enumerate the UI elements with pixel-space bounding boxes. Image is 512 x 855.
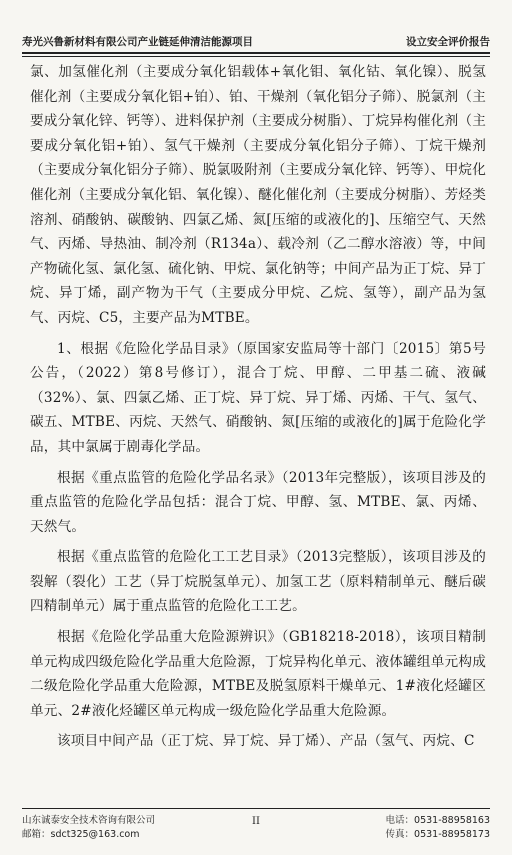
footer-rule — [22, 808, 490, 809]
paragraph-major-hazard-sources: 根据《危险化学品重大危险源辨识》（GB18218-2018），该项目精制单元构成四级危险化学品重大危险源，丁烷异构化单元、液体罐组单元构成二级危险化学品重大危险源，MTBE及脱氢原料干燥单元、1#液化烃罐区单元、2#液化烃罐区单元构成一级危险化学品重大危险源。 — [30, 629, 486, 719]
footer-email: 邮箱：sdct325@163.com — [22, 829, 140, 840]
footer-phone: 电话：0531-88958163 — [385, 815, 490, 826]
footer-company: 山东诚泰安全技术咨询有限公司 — [22, 815, 156, 826]
page-number: II — [252, 816, 260, 827]
footer-fax: 传真：0531-88958173 — [385, 829, 490, 840]
header-report-title: 设立安全评价报告 — [406, 36, 490, 48]
document-body — [30, 60, 486, 760]
paragraph-hazardous-chemicals: 1、根据《危险化学品目录》（原国家安监局等十部门〔2015〕第5号公告，（2022）第8号修订），混合丁烷、甲醇、二甲基二硫、液碱（32%）、氯、四氯乙烯、正丁烷、异丁烷、异丁烯、丙烯、干气、氢气、碳五、MTBE、丙烷、天然气、硝酸钠、氮[压缩的或液化的]属于危险化学品，其中氯属于剧毒化学品。 — [30, 340, 486, 455]
header-project-title: 寿光兴鲁新材料有限公司产业链延伸清洁能源项目 — [22, 36, 253, 48]
header-rule-thin — [22, 56, 490, 57]
page-footer — [22, 812, 490, 842]
paragraph-materials-list: 氯、加氢催化剂（主要成分氧化铝载体+氧化钼、氧化钴、氧化镍）、脱氢催化剂（主要成分氧化铝+铂）、铂、干燥剂（氧化铝分子筛）、脱氯剂（主要成分氧化锌、钙等）、进料保护剂（主要成分树脂）、丁烷异构催化剂（主要成分氧化铝+铂）、氢气干燥剂（主要成分氧化铝分子筛）、丁烷干燥剂（主要成分氧化铝分子筛）、脱氯吸附剂（主要成分氧化锌、钙等）、甲烷化催化剂（主要成分氧化铝、氧化镍）、醚化催化剂（主要成分树脂）、芳烃类溶剂、硝酸钠、碳酸钠、四氯乙烯、氮[压缩的或液化的]、压缩空气、天然气、丙烯、导热油、制冷剂（R134a）、载冷剂（乙二醇水溶液）等，中间产物硫化氢、氯化氢、硫化钠、甲烷、氯化钠等；中间产品为正丁烷、异丁烷、异丁烯，副产物为干气（主要成分甲烷、乙烷、氢等），副产品为氢气、丙烷、C5，主要产品为MTBE。 — [30, 64, 486, 326]
paragraph-key-processes: 根据《重点监管的危险化工工艺目录》（2013完整版），该项目涉及的裂解（裂化）工艺（异丁烷脱氢单元）、加氢工艺（原料精制单元、醚后碳四精制单元）属于重点监管的危险化工工艺。 — [30, 549, 486, 615]
paragraph-products-continued: 该项目中间产品（正丁烷、异丁烷、异丁烯）、产品（氢气、丙烷、C — [57, 733, 475, 750]
paragraph-key-supervised-chemicals: 根据《重点监管的危险化学品名录》（2013年完整版），该项目涉及的重点监管的危险化学品包括：混合丁烷、甲醇、氢、MTBE、氯、丙烯、天然气。 — [30, 469, 486, 535]
page-header — [22, 18, 490, 48]
header-rule-thick — [22, 52, 490, 54]
